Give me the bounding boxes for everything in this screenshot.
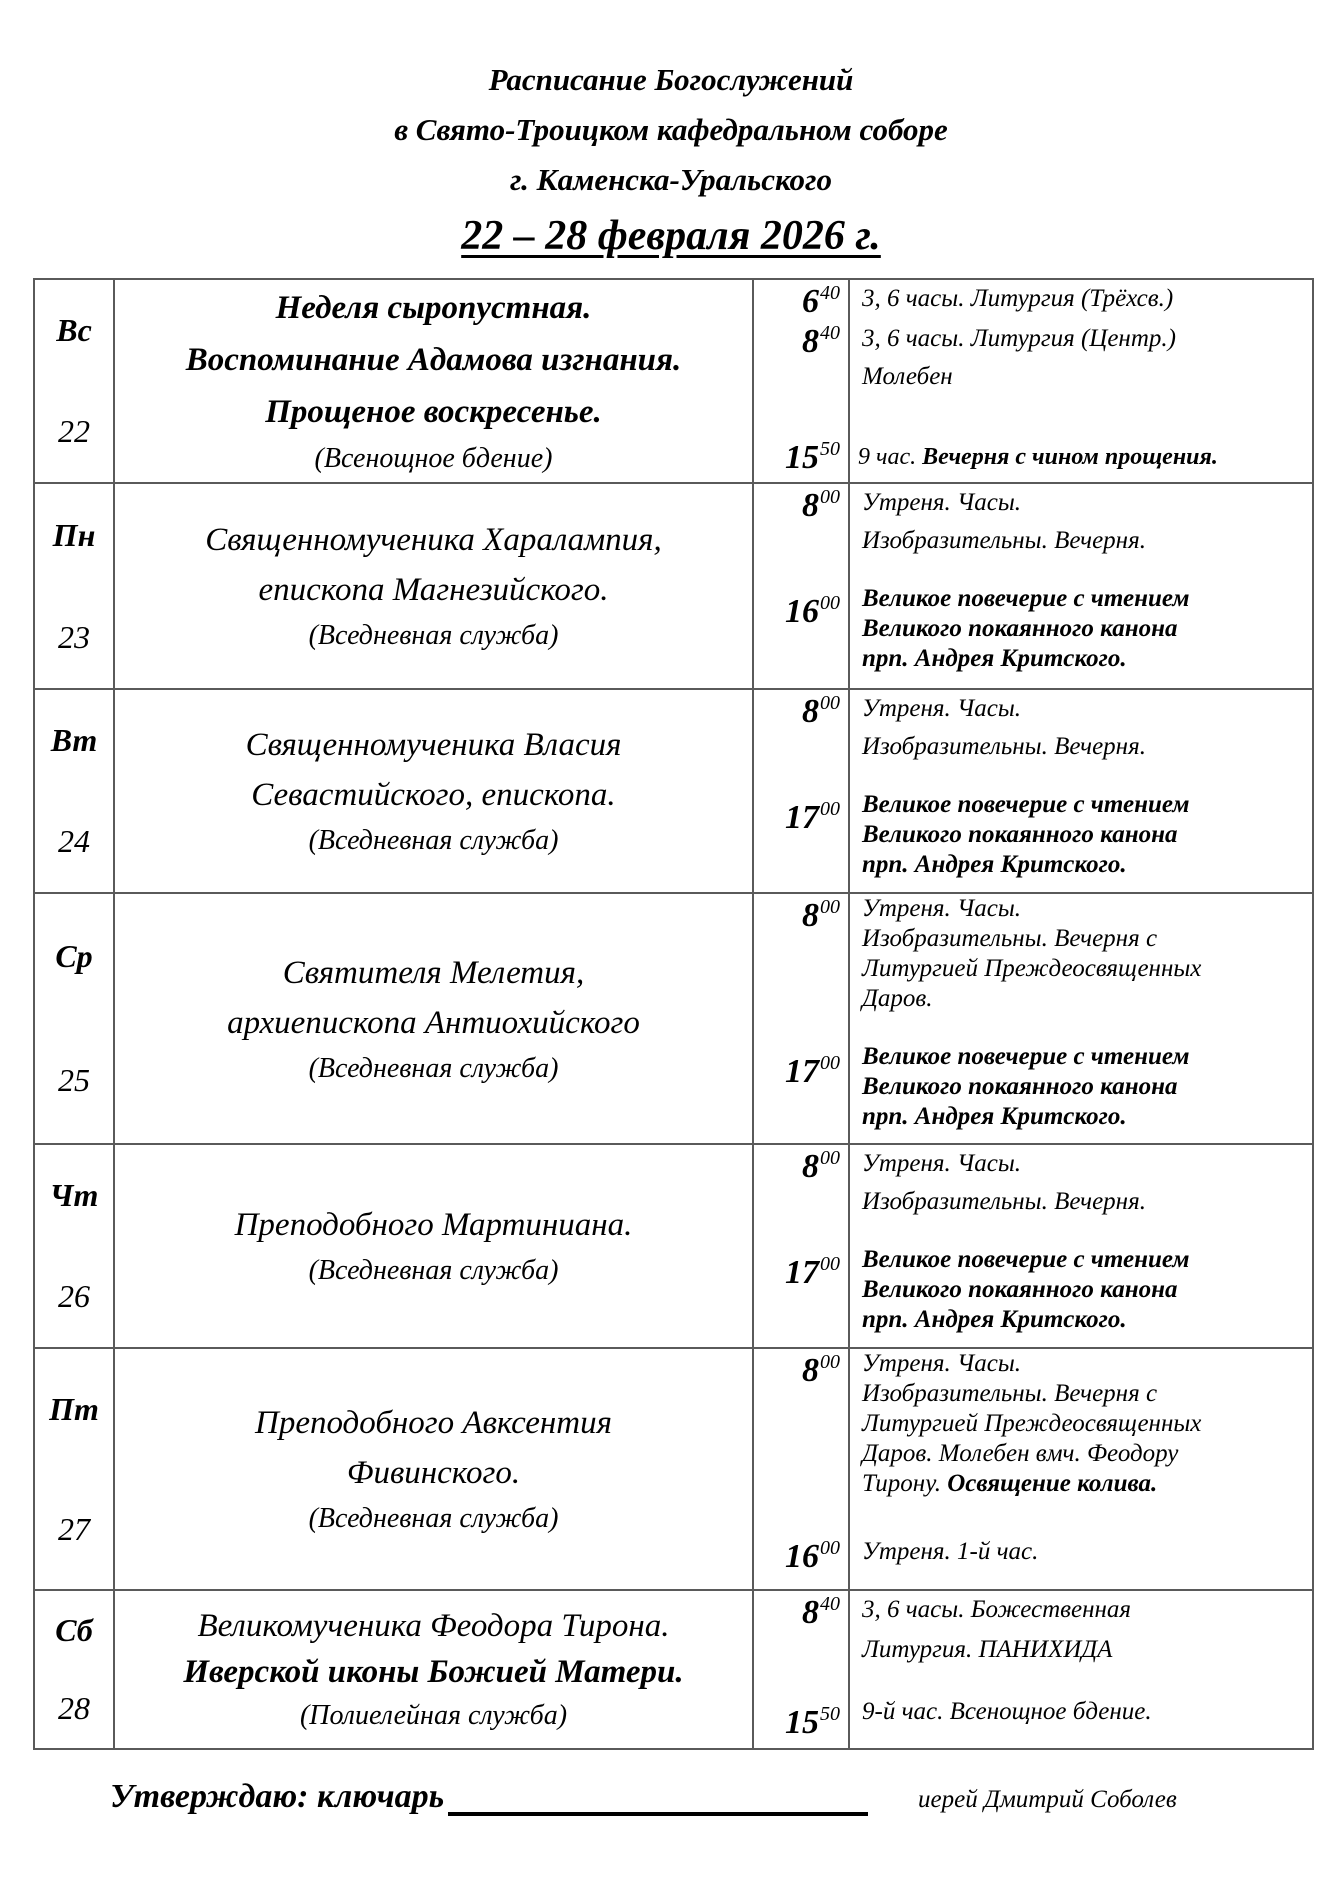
day-number: 26	[58, 1278, 90, 1314]
feast-line: Фивинского.	[346, 1455, 521, 1491]
feast-cell	[114, 483, 753, 689]
services-cell	[849, 689, 1313, 893]
service-line: Литургией Преждеосвященных	[862, 955, 1202, 982]
services-cell	[849, 893, 1313, 1144]
weekday: Пн	[52, 516, 96, 553]
service-line: Утреня. Часы.	[862, 1350, 1021, 1377]
service-line: Великое повечерие с чтением	[862, 1043, 1190, 1070]
service-time: $8^{00}$	[802, 692, 840, 730]
feast-line: Преподобного Мартиниана.	[234, 1207, 633, 1243]
date-range	[0, 212, 1342, 260]
rite-type: (Вседневная служба)	[308, 620, 559, 651]
rite-type: (Вседневная служба)	[308, 825, 559, 856]
feast-line: Преподобного Авксентия	[255, 1405, 612, 1441]
service-time: $16^{00}$	[785, 592, 840, 630]
service-time: $8^{00}$	[802, 486, 840, 524]
weekday: Вт	[50, 722, 98, 758]
service-line: прп. Андрея Критского.	[862, 1306, 1127, 1333]
service-line: Молебен	[862, 363, 953, 390]
service-line: 3, 6 часы. Божественная	[862, 1596, 1132, 1623]
service-line: Утреня. Часы.	[862, 695, 1021, 722]
day-number: 27	[58, 1510, 90, 1547]
services-cell	[849, 279, 1313, 483]
feast-line: Великомученика Феодора Тирона.	[197, 1607, 670, 1644]
date-range-text: 22 – 28 февраля 2026 г.	[461, 213, 881, 259]
schedule-title: Расписание Богослужений	[488, 62, 854, 97]
weekday: Пт	[49, 1390, 99, 1427]
service-line: Великого покаянного канона	[862, 1073, 1178, 1100]
service-time: $17^{00}$	[785, 798, 840, 836]
table-row	[34, 279, 1313, 483]
weekday: Ср	[55, 937, 93, 974]
services-cell	[849, 483, 1313, 689]
feast-line: архиепископа Антиохийского	[227, 1004, 640, 1041]
service-line: Изобразительны. Вечерня.	[862, 527, 1146, 554]
day-number: 28	[58, 1690, 90, 1727]
table-row	[34, 689, 1313, 893]
service-line: Литургией Преждеосвященных	[862, 1410, 1202, 1437]
day-cell	[34, 279, 114, 483]
feast-line: Иверской иконы Божией Матери.	[183, 1653, 684, 1690]
service-time: $8^{40}$	[802, 322, 840, 360]
service-line: Утреня. Часы.	[862, 895, 1021, 922]
feast-line: Воспоминание Адамова изгнания.	[185, 342, 682, 378]
table-row	[34, 1348, 1313, 1590]
signature-line	[448, 1788, 868, 1816]
time-cell	[753, 893, 849, 1144]
approval-label: Утверждаю: ключарь	[110, 1778, 445, 1815]
day-number: 25	[58, 1062, 90, 1099]
feast-line: Святителя Мелетия,	[282, 954, 585, 991]
service-line: Утреня. Часы.	[862, 1150, 1021, 1177]
service-line: прп. Андрея Критского.	[862, 851, 1127, 878]
services-cell	[849, 1144, 1313, 1348]
day-cell	[34, 483, 114, 689]
service-time: $16^{00}$	[785, 1537, 840, 1575]
rite-type: (Полиелейная служба)	[299, 1699, 568, 1731]
day-cell	[34, 1144, 114, 1348]
service-line: прп. Андрея Критского.	[862, 645, 1127, 672]
weekday: Чт	[49, 1177, 99, 1213]
time-cell	[753, 689, 849, 893]
services-cell	[849, 1590, 1313, 1749]
day-number: 24	[58, 823, 90, 859]
service-line: 9 час. Вечерня с чином прощения.	[858, 444, 1218, 470]
feast-line: Священномученика Харалампия,	[205, 522, 662, 558]
table-row	[34, 483, 1313, 689]
feast-cell	[114, 893, 753, 1144]
service-line: 3, 6 часы. Литургия (Трёхсв.)	[862, 285, 1174, 312]
service-line: Даров. Молебен вмч. Феодору	[862, 1440, 1179, 1467]
feast-line: Священномученика Власия	[245, 727, 622, 763]
service-line: Изобразительны. Вечерня с	[862, 1380, 1158, 1407]
service-time: $6^{40}$	[802, 282, 840, 320]
feast-line: Прощеное воскресенье.	[265, 394, 602, 430]
service-line: Великое повечерие с чтением	[862, 585, 1190, 612]
day-cell	[34, 689, 114, 893]
city-name: г. Каменска-Уральского	[510, 162, 832, 197]
service-line: Великого покаянного канона	[862, 615, 1178, 642]
day-cell	[34, 893, 114, 1144]
service-line: Тирону. Освящение колива.	[862, 1470, 1158, 1497]
day-cell	[34, 1348, 114, 1590]
schedule-table	[33, 278, 1314, 1750]
service-line: Литургия. ПАНИХИДА	[862, 1636, 1113, 1663]
feast-line: Неделя сыропустная.	[275, 290, 592, 326]
service-time: $15^{50}$	[785, 438, 840, 476]
service-line: прп. Андрея Критского.	[862, 1103, 1127, 1130]
rite-type: (Вседневная служба)	[308, 1255, 559, 1286]
time-cell	[753, 483, 849, 689]
rite-type: (Вседневная служба)	[308, 1503, 559, 1534]
rite-type: (Вседневная служба)	[308, 1052, 559, 1084]
service-line: Изобразительны. Вечерня.	[862, 1188, 1146, 1215]
service-line: Великое повечерие с чтением	[862, 1246, 1190, 1273]
feast-cell	[114, 1590, 753, 1749]
services-cell	[849, 1348, 1313, 1590]
cathedral-name: в Свято-Троицком кафедральном соборе	[394, 112, 948, 147]
feast-cell	[114, 689, 753, 893]
day-number: 23	[58, 618, 90, 655]
day-cell	[34, 1590, 114, 1749]
service-line: Изобразительны. Вечерня с	[862, 925, 1158, 952]
service-time: $8^{00}$	[802, 1147, 840, 1185]
time-cell	[753, 1144, 849, 1348]
signer-name: иерей Дмитрий Соболев	[918, 1786, 1177, 1813]
table-row	[34, 893, 1313, 1144]
service-time: $8^{40}$	[802, 1593, 840, 1631]
rite-type: (Всенощное бдение)	[314, 443, 553, 474]
service-line: Великое повечерие с чтением	[862, 791, 1190, 818]
table-row	[34, 1590, 1313, 1749]
service-line: Даров.	[862, 985, 933, 1012]
feast-cell	[114, 1144, 753, 1348]
service-line: 3, 6 часы. Литургия (Центр.)	[862, 325, 1176, 352]
service-time: $17^{00}$	[785, 1253, 840, 1291]
day-number: 22	[58, 413, 90, 449]
weekday: Сб	[55, 1611, 93, 1648]
service-line: Утреня. Часы.	[862, 489, 1021, 516]
service-line: Великого покаянного канона	[862, 821, 1178, 848]
feast-cell	[114, 1348, 753, 1590]
service-time: $8^{00}$	[802, 1351, 840, 1389]
service-line: Изобразительны. Вечерня.	[862, 733, 1146, 760]
service-line: Утреня. 1-й час.	[862, 1538, 1039, 1565]
time-cell	[753, 279, 849, 483]
feast-line: Севастийского, епископа.	[251, 777, 616, 813]
time-cell	[753, 1348, 849, 1590]
approval-line	[110, 1778, 868, 1816]
service-time: $15^{50}$	[785, 1703, 840, 1741]
service-line: 9-й час. Всенощное бдение.	[862, 1698, 1152, 1725]
service-time: $17^{00}$	[785, 1052, 840, 1090]
service-time: $8^{00}$	[802, 896, 840, 934]
feast-cell	[114, 279, 753, 483]
feast-line: епископа Магнезийского.	[258, 572, 609, 608]
weekday: Вс	[56, 312, 92, 348]
table-row	[34, 1144, 1313, 1348]
time-cell	[753, 1590, 849, 1749]
service-line: Великого покаянного канона	[862, 1276, 1178, 1303]
